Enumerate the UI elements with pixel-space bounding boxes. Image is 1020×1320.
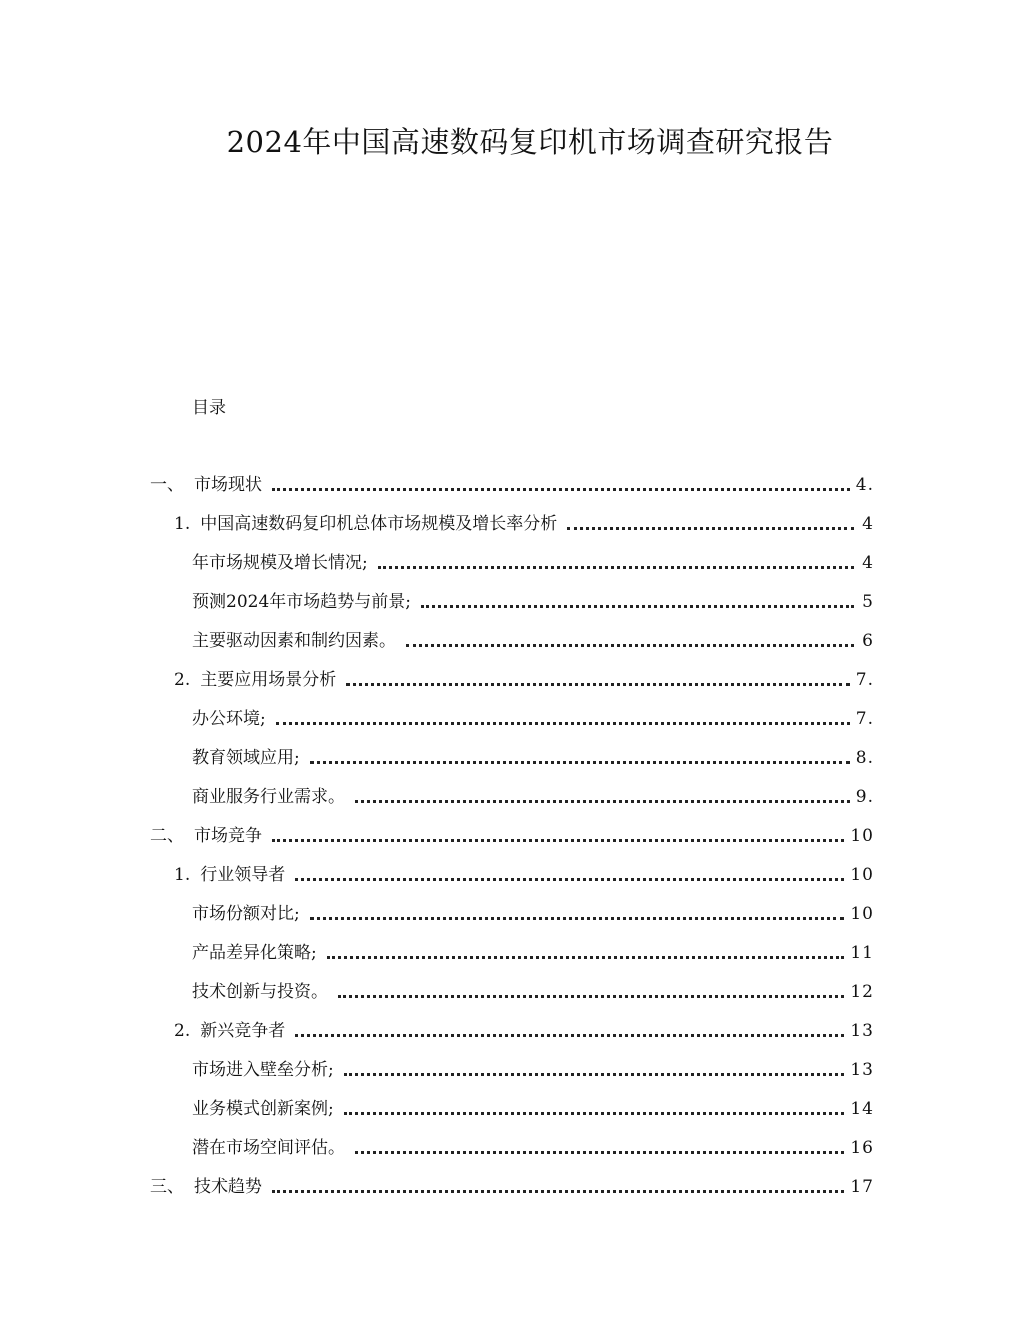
toc-entry-differentiation[interactable] (150, 934, 874, 973)
toc-entry-number: 三、 (150, 1177, 184, 1197)
toc-entry-label: 商业服务行业需求。 (192, 787, 345, 807)
dot-leader (310, 917, 845, 920)
dot-leader (272, 1190, 844, 1193)
toc-entry-page: 4. (855, 475, 874, 495)
toc-entry-page: 9. (855, 787, 874, 807)
toc-entry-label: 中国高速数码复印机总体市场规模及增长率分析 (200, 514, 558, 534)
toc-entry-page: 8. (855, 748, 874, 768)
toc-entry-page: 6 (862, 631, 874, 651)
toc-entry-number: 二、 (150, 826, 184, 846)
toc-entry-innovation[interactable] (150, 973, 874, 1012)
toc-heading: 目录 (192, 398, 226, 418)
toc-entry-leaders[interactable] (150, 856, 874, 895)
toc-entry-emerging[interactable] (150, 1012, 874, 1051)
dot-leader (272, 839, 844, 842)
dot-leader (276, 722, 850, 725)
toc-entry-office[interactable] (150, 700, 874, 739)
toc-entry-number: 2. (174, 1021, 191, 1041)
toc-entry-market-share[interactable] (150, 895, 874, 934)
toc-entry-label: 技术创新与投资。 (192, 982, 328, 1002)
toc-entry-number: 2. (174, 670, 191, 690)
toc-entry-label: 行业领导者 (200, 865, 286, 885)
toc-entry-market-size[interactable] (150, 505, 874, 544)
toc-entry-commercial[interactable] (150, 778, 874, 817)
toc-entry-potential-space[interactable] (150, 1129, 874, 1168)
table-of-contents (150, 466, 874, 1207)
toc-entry-label: 预测2024年市场趋势与前景; (192, 592, 411, 612)
dot-leader (295, 1034, 844, 1037)
toc-entry-number: 1. (174, 514, 191, 534)
dot-leader (406, 644, 854, 647)
toc-entry-label: 产品差异化策略; (192, 943, 317, 963)
toc-entry-label: 年市场规模及增长情况; (192, 553, 368, 573)
dot-leader (338, 995, 844, 998)
toc-entry-page: 12 (850, 982, 874, 1002)
dot-leader (295, 878, 844, 881)
toc-entry-annual-growth[interactable] (150, 544, 874, 583)
toc-entry-page: 11 (850, 943, 874, 963)
toc-entry-page: 4 (862, 514, 874, 534)
toc-entry-label: 市场竞争 (194, 826, 262, 846)
toc-entry-tech-trends[interactable] (150, 1168, 874, 1207)
dot-leader (344, 1112, 845, 1115)
toc-entry-number: 1. (174, 865, 191, 885)
dot-leader (355, 1151, 844, 1154)
dot-leader (346, 683, 850, 686)
dot-leader (378, 566, 854, 569)
toc-entry-page: 4 (862, 553, 874, 573)
toc-entry-page: 16 (850, 1138, 874, 1158)
toc-entry-label: 市场现状 (194, 475, 262, 495)
toc-entry-label: 技术趋势 (194, 1177, 262, 1197)
toc-entry-label: 市场进入壁垒分析; (192, 1060, 334, 1080)
toc-entry-page: 7. (855, 670, 874, 690)
toc-entry-forecast[interactable] (150, 583, 874, 622)
toc-entry-business-models[interactable] (150, 1090, 874, 1129)
toc-entry-label: 教育领域应用; (192, 748, 300, 768)
document-title: 2024年中国高速数码复印机市场调查研究报告 (226, 125, 834, 159)
dot-leader (327, 956, 845, 959)
toc-entry-page: 5 (862, 592, 874, 612)
toc-entry-page: 13 (850, 1060, 874, 1080)
toc-entry-label: 主要驱动因素和制约因素。 (192, 631, 396, 651)
toc-entry-page: 10 (850, 826, 874, 846)
toc-entry-education[interactable] (150, 739, 874, 778)
toc-entry-market-status[interactable] (150, 466, 874, 505)
toc-entry-page: 10 (850, 865, 874, 885)
toc-entry-label: 潜在市场空间评估。 (192, 1138, 345, 1158)
dot-leader (310, 761, 850, 764)
toc-entry-label: 新兴竞争者 (200, 1021, 286, 1041)
toc-entry-page: 13 (850, 1021, 874, 1041)
toc-entry-label: 市场份额对比; (192, 904, 300, 924)
toc-entry-label: 办公环境; (192, 709, 266, 729)
dot-leader (344, 1073, 845, 1076)
dot-leader (421, 605, 854, 608)
toc-entry-page: 7. (855, 709, 874, 729)
toc-entry-page: 14 (850, 1099, 874, 1119)
dot-leader (272, 488, 850, 491)
toc-entry-drivers[interactable] (150, 622, 874, 661)
toc-entry-competition[interactable] (150, 817, 874, 856)
toc-entry-barriers[interactable] (150, 1051, 874, 1090)
dot-leader (567, 527, 854, 530)
toc-entry-application-scenarios[interactable] (150, 661, 874, 700)
toc-entry-page: 17 (850, 1177, 874, 1197)
toc-entry-label: 业务模式创新案例; (192, 1099, 334, 1119)
toc-entry-number: 一、 (150, 475, 184, 495)
toc-entry-label: 主要应用场景分析 (200, 670, 337, 690)
dot-leader (355, 800, 850, 803)
toc-entry-page: 10 (850, 904, 874, 924)
